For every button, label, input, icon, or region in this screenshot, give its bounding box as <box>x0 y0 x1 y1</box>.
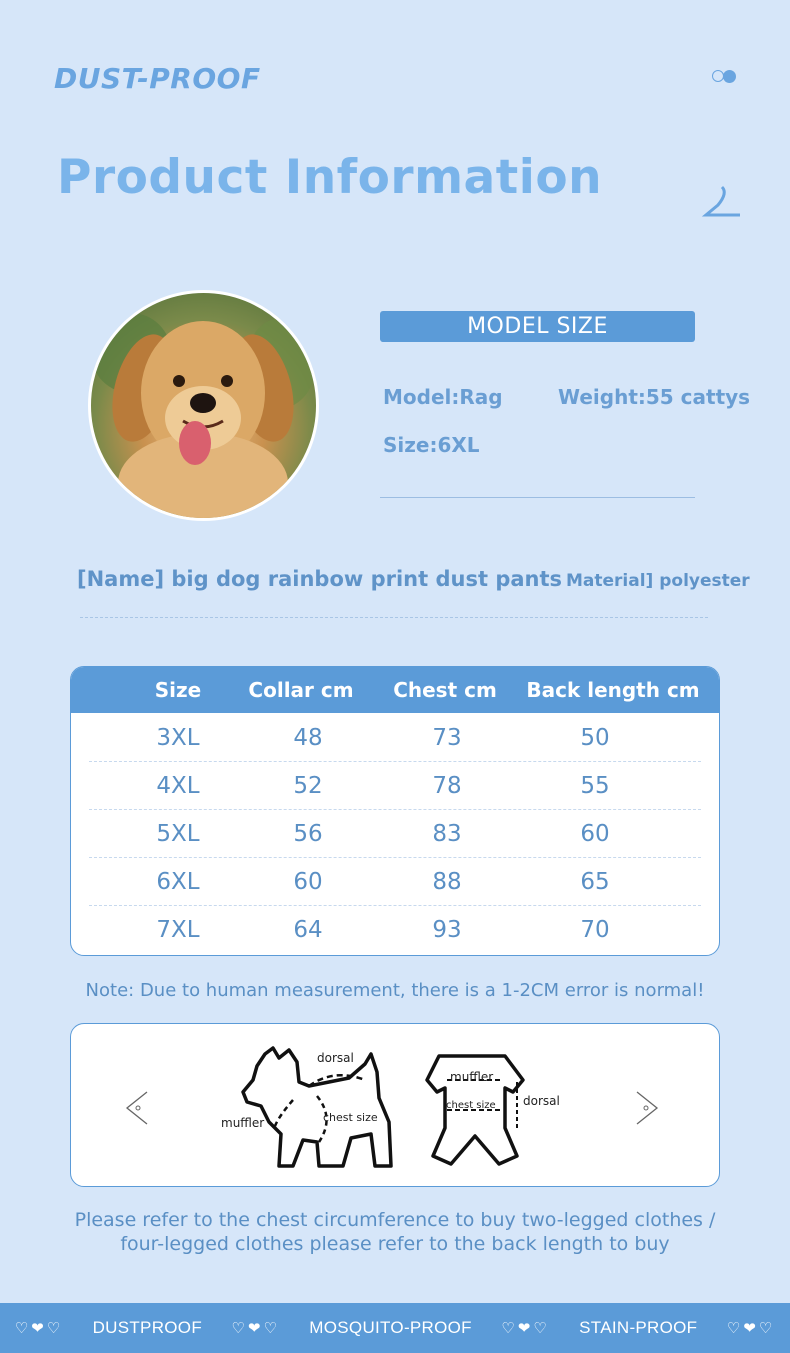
dog-label-muffler: muffler <box>221 1116 265 1130</box>
instruction-line-1: Please refer to the chest circumference to buy two-legged clothes / <box>74 1209 716 1231</box>
heart-icon: ♡❤♡ <box>231 1319 280 1337</box>
model-size: Size:6XL <box>383 433 480 457</box>
dog-label-dorsal: dorsal <box>317 1051 354 1065</box>
table-row <box>71 858 719 906</box>
page-title: Product Information <box>57 150 603 205</box>
heart-icon: ♡❤♡ <box>14 1319 64 1337</box>
cloth-label-dorsal: dorsal <box>523 1094 560 1108</box>
feature-footer <box>0 1303 790 1353</box>
instruction-line-2: four-legged clothes please refer to the back length to buy <box>120 1233 670 1255</box>
header-collar: Collar cm <box>248 678 354 702</box>
model-name: Model:Rag <box>383 385 503 409</box>
cell-collar: 48 <box>293 725 323 751</box>
size-table-header <box>71 667 719 713</box>
toggle-dots-icon <box>712 70 742 84</box>
cell-chest: 73 <box>432 725 462 751</box>
size-table <box>70 666 720 956</box>
cell-chest: 93 <box>432 917 462 943</box>
cell-size: 5XL <box>156 821 200 847</box>
model-size-badge: MODEL SIZE <box>380 311 695 342</box>
buying-instruction <box>40 1208 750 1256</box>
measurement-note: Note: Due to human measurement, there is a 1-2CM error is normal! <box>85 980 705 1001</box>
cell-size: 3XL <box>156 725 200 751</box>
header-back-length: Back length cm <box>526 678 700 702</box>
cell-size: 6XL <box>156 869 200 895</box>
cell-back-length: 60 <box>580 821 610 847</box>
cell-back-length: 65 <box>580 869 610 895</box>
cell-back-length: 55 <box>580 773 610 799</box>
next-arrow-icon[interactable] <box>633 1090 661 1126</box>
model-dog-photo <box>88 290 319 521</box>
product-material: Material] polyester <box>566 571 750 591</box>
heart-icon: ♡❤♡ <box>726 1319 776 1337</box>
header-size: Size <box>154 678 202 702</box>
cell-collar: 64 <box>293 917 323 943</box>
cell-chest: 88 <box>432 869 462 895</box>
table-row <box>71 906 719 954</box>
measurement-diagram <box>70 1023 720 1187</box>
table-row <box>71 762 719 810</box>
product-name: [Name] big dog rainbow print dust pants <box>77 567 563 591</box>
model-divider <box>380 497 695 498</box>
cell-back-length: 70 <box>580 917 610 943</box>
cell-size: 4XL <box>156 773 200 799</box>
cloth-label-muffler: muffler <box>450 1070 494 1084</box>
cell-back-length: 50 <box>580 725 610 751</box>
brand-title: DUST-PROOF <box>54 62 261 95</box>
corner-decoration-icon <box>700 185 742 219</box>
feature-mosquito-proof: MOSQUITO-PROOF <box>309 1318 472 1337</box>
heart-icon: ♡❤♡ <box>501 1319 550 1337</box>
header-chest: Chest cm <box>393 678 497 702</box>
cell-size: 7XL <box>156 917 200 943</box>
cell-chest: 83 <box>432 821 462 847</box>
model-weight: Weight:55 cattys <box>558 385 751 409</box>
cloth-label-chest: chest size <box>446 1100 496 1111</box>
section-divider <box>80 617 708 618</box>
feature-stain-proof: STAIN-PROOF <box>579 1318 698 1337</box>
table-row <box>71 810 719 858</box>
cell-chest: 78 <box>432 773 462 799</box>
cell-collar: 60 <box>293 869 323 895</box>
table-row <box>71 714 719 762</box>
cell-collar: 52 <box>293 773 323 799</box>
cell-collar: 56 <box>293 821 323 847</box>
dog-label-chest: chest size <box>323 1111 378 1124</box>
prev-arrow-icon[interactable] <box>123 1090 151 1126</box>
feature-dustproof: DUSTPROOF <box>92 1318 203 1337</box>
